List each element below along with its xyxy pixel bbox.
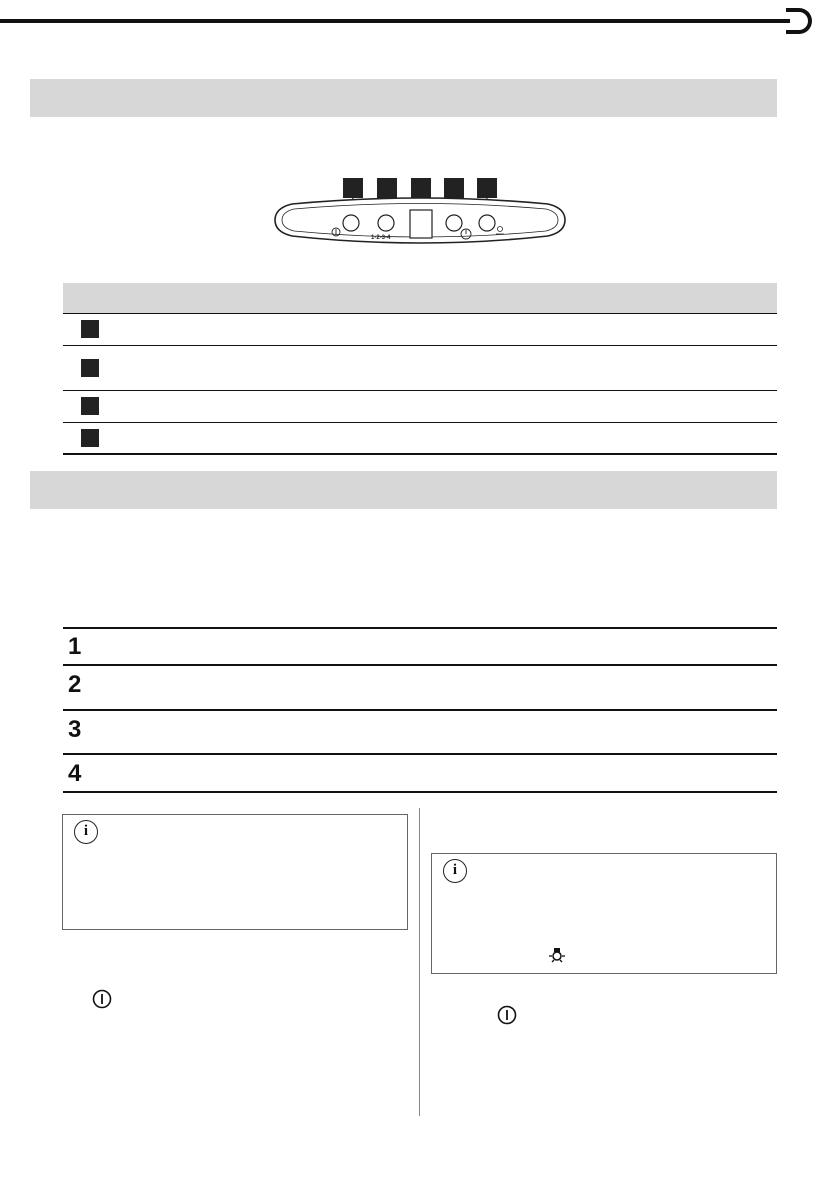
table-rule bbox=[63, 345, 777, 346]
table-rule bbox=[63, 422, 777, 423]
info-note-box-left bbox=[62, 814, 408, 930]
cut-line bbox=[0, 19, 790, 23]
scissor-icon bbox=[786, 8, 812, 34]
panel-fan-button bbox=[378, 215, 394, 231]
panel-timer-button bbox=[446, 215, 462, 231]
panel-marker-1 bbox=[343, 178, 363, 198]
table-rule bbox=[63, 390, 777, 391]
panel-light-button bbox=[479, 215, 495, 231]
fan-speed-label: 1-2-3-4 bbox=[371, 235, 391, 241]
power-icon bbox=[91, 988, 113, 1010]
table-rule bbox=[63, 313, 777, 314]
panel-marker-2 bbox=[377, 178, 397, 198]
table-marker-2 bbox=[81, 359, 99, 377]
panel-marker-4 bbox=[444, 178, 464, 198]
panel-power-button bbox=[343, 215, 359, 231]
table-marker-4 bbox=[81, 429, 99, 447]
panel-marker-5 bbox=[477, 178, 497, 198]
step-rule bbox=[63, 753, 777, 755]
light-icon bbox=[546, 946, 568, 968]
info-note-box-right bbox=[431, 853, 777, 974]
step-number-1: 1 bbox=[68, 633, 82, 660]
section-header-band-1 bbox=[30, 79, 777, 117]
step-rule bbox=[63, 664, 777, 666]
control-panel-diagram bbox=[270, 170, 570, 248]
step-number-4: 4 bbox=[68, 760, 82, 787]
step-number-3: 3 bbox=[68, 716, 82, 743]
step-rule bbox=[63, 627, 777, 629]
column-divider bbox=[419, 808, 420, 1116]
step-number-2: 2 bbox=[68, 671, 82, 698]
table-marker-1 bbox=[81, 320, 99, 338]
step-rule bbox=[63, 791, 777, 793]
section-header-band-2 bbox=[30, 471, 777, 509]
power-icon bbox=[496, 1004, 518, 1026]
step-rule bbox=[63, 709, 777, 711]
panel-marker-3 bbox=[411, 178, 431, 198]
panel-display bbox=[410, 210, 432, 238]
table-header-band bbox=[63, 283, 777, 313]
info-icon: i bbox=[443, 859, 467, 883]
table-rule bbox=[63, 453, 777, 455]
info-icon: i bbox=[74, 820, 98, 844]
table-marker-3 bbox=[81, 397, 99, 415]
